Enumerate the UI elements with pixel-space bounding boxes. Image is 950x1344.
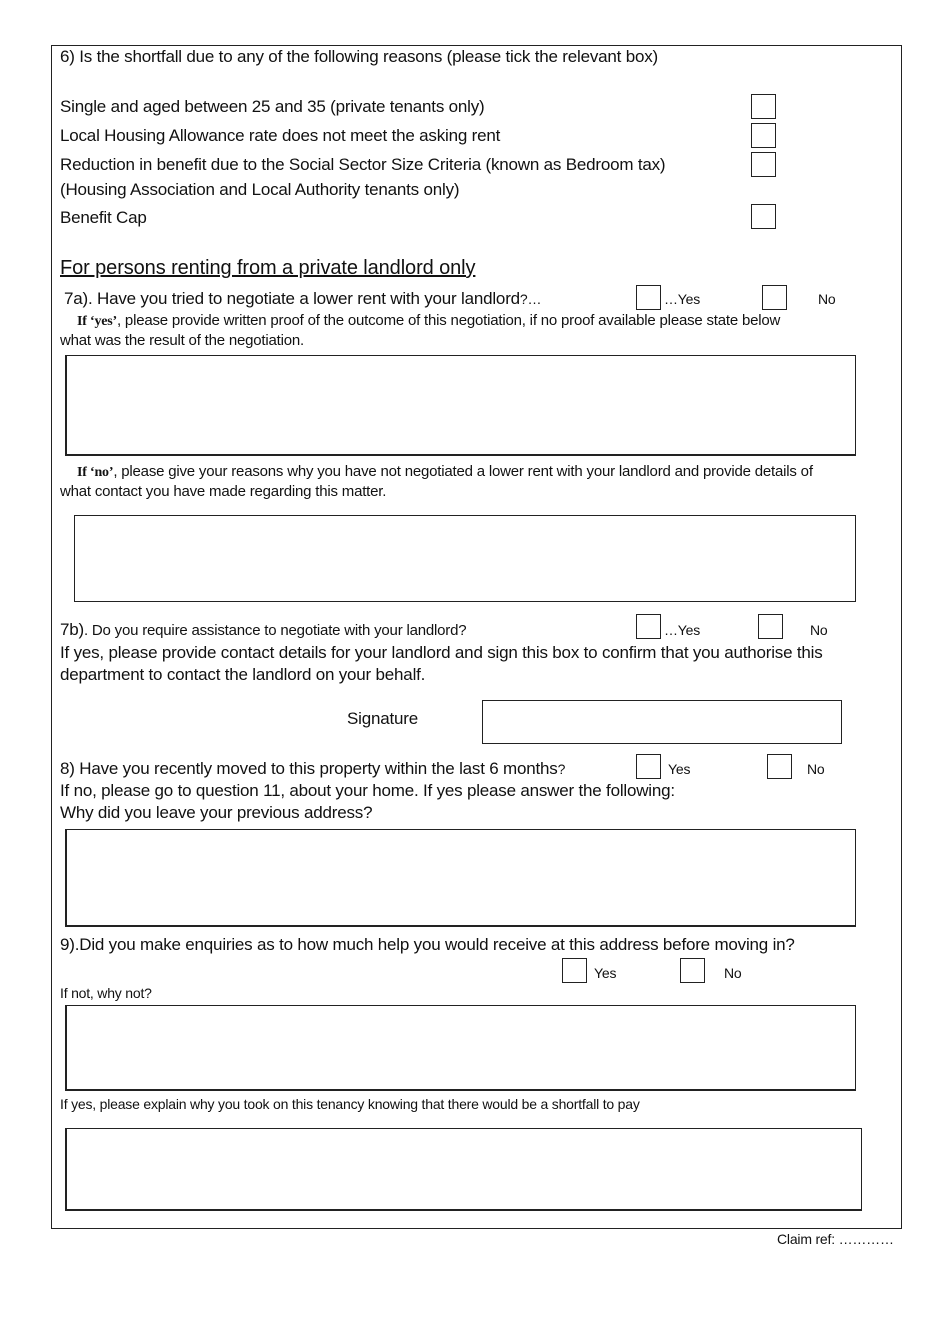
q8-followup-question: Why did you leave your previous address? (60, 803, 373, 822)
q9-why-not-textbox[interactable] (65, 1005, 856, 1091)
claim-ref: Claim ref: ………… (777, 1231, 894, 1247)
q9-yes-label: Yes (594, 965, 617, 981)
q7a-yes-checkbox[interactable] (636, 285, 661, 310)
q7a-question: 7a). Have you tried to negotiate a lower rent with your landlord?… (64, 289, 542, 308)
q9-no-label: No (724, 965, 742, 981)
q6-option-3-label-line2: (Housing Association and Local Authority tenants only) (60, 180, 460, 199)
q7b-yes-checkbox[interactable] (636, 614, 661, 639)
q8-question: 8) Have you recently moved to this property within the last 6 months? (60, 759, 566, 778)
q9-question: 9).Did you make enquiries as to how much help you would receive at this address before moving in? (60, 935, 795, 954)
q7a-if-no-instruction: If ‘no’, please give your reasons why you have not negotiated a lower rent with your landlord and provide details of (77, 463, 813, 480)
q9-no-checkbox[interactable] (680, 958, 705, 983)
q7b-no-label: No (810, 622, 828, 638)
q8-no-label: No (807, 761, 825, 777)
q9-if-yes-explanation-textbox[interactable] (65, 1128, 862, 1211)
q8-instruction: If no, please go to question 11, about your home. If yes please answer the following: (60, 781, 675, 800)
q7a-if-yes-instruction-line2: what was the result of the negotiation. (60, 332, 305, 349)
q8-previous-address-reason-textbox[interactable] (65, 829, 856, 927)
q7b-no-checkbox[interactable] (758, 614, 783, 639)
q9-if-yes-label: If yes, please explain why you took on this tenancy knowing that there would be a shortfall to pay (60, 1096, 640, 1112)
q6-option-4-label: Benefit Cap (60, 208, 147, 227)
q7a-no-checkbox[interactable] (762, 285, 787, 310)
q6-option-4-checkbox[interactable] (751, 204, 776, 229)
q9-if-not-label: If not, why not? (60, 985, 152, 1001)
q7a-no-reasons-textbox[interactable] (74, 515, 856, 602)
signature-label: Signature (347, 709, 418, 728)
q6-option-3-checkbox[interactable] (751, 152, 776, 177)
q6-option-1-label: Single and aged between 25 and 35 (private tenants only) (60, 97, 485, 116)
q8-yes-checkbox[interactable] (636, 754, 661, 779)
q7a-if-no-instruction-line2: what contact you have made regarding this matter. (60, 483, 387, 500)
q9-yes-checkbox[interactable] (562, 958, 587, 983)
q6-option-3-label: Reduction in benefit due to the Social Sector Size Criteria (known as Bedroom tax) (60, 155, 666, 174)
q7a-yes-result-textbox[interactable] (65, 355, 856, 456)
q7a-yes-label: …Yes (664, 291, 701, 307)
q7b-instruction: If yes, please provide contact details for your landlord and sign this box to confirm that you authorise this (60, 643, 823, 662)
q7b-question: 7b). Do you require assistance to negotiate with your landlord? (60, 620, 467, 639)
q6-option-2-label: Local Housing Allowance rate does not meet the asking rent (60, 126, 501, 145)
q6-option-1-checkbox[interactable] (751, 94, 776, 119)
q8-yes-label: Yes (668, 761, 691, 777)
q7b-instruction-line2: department to contact the landlord on your behalf. (60, 665, 426, 684)
q7a-if-yes-instruction: If ‘yes’, please provide written proof of the outcome of this negotiation, if no proof available please state below (77, 312, 781, 329)
q8-no-checkbox[interactable] (767, 754, 792, 779)
q6-option-2-checkbox[interactable] (751, 123, 776, 148)
q7b-yes-label: …Yes (664, 622, 701, 638)
signature-field[interactable] (482, 700, 842, 744)
private-landlord-heading: For persons renting from a private landlord only (60, 257, 476, 279)
q7a-no-label: No (818, 291, 836, 307)
q6-question: 6) Is the shortfall due to any of the following reasons (please tick the relevant box) (60, 47, 658, 66)
